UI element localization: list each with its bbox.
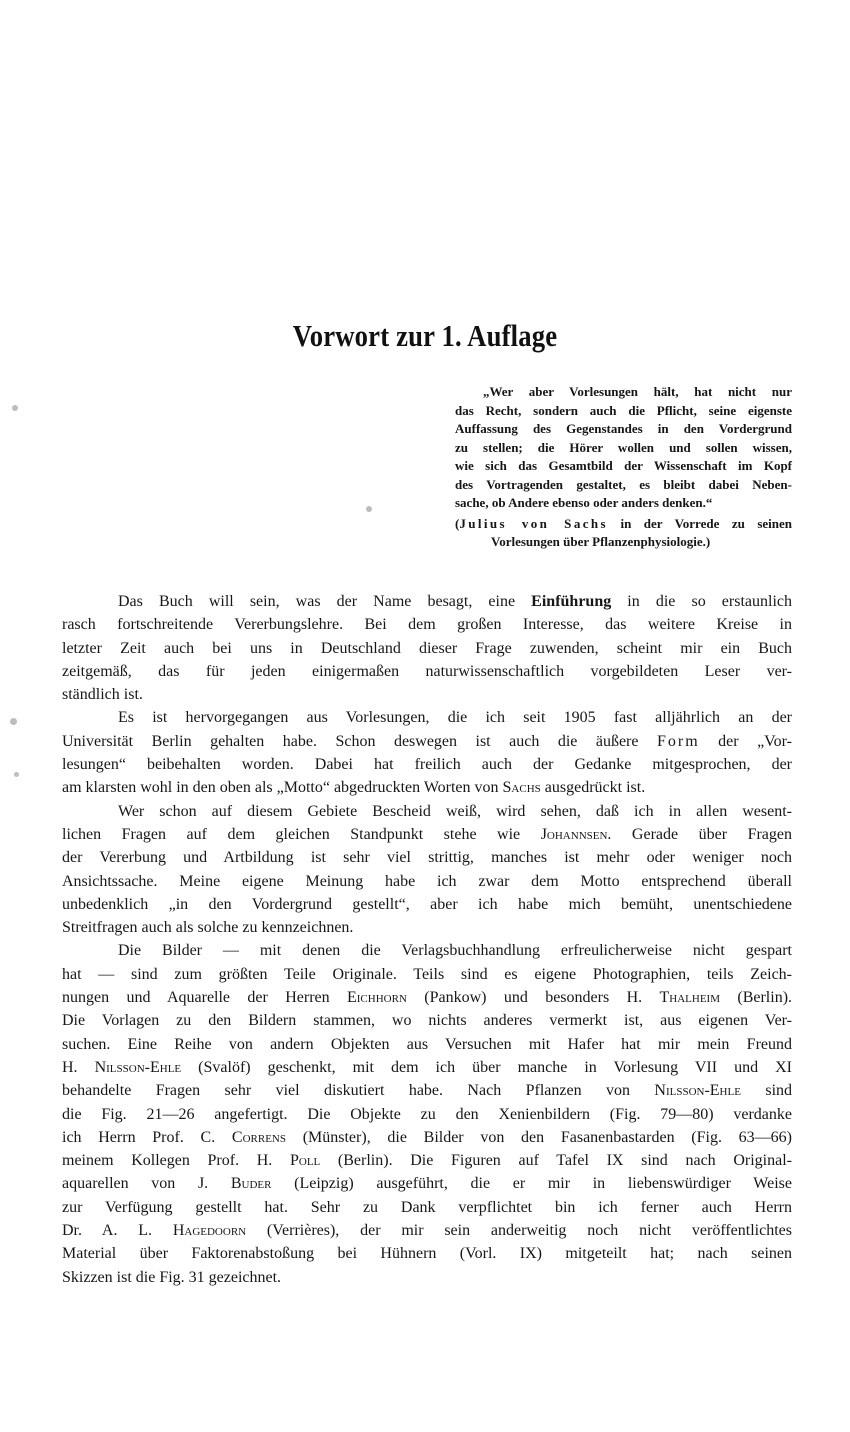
attribution-text: in der Vorrede zu seinen [607,515,792,531]
text-line: Streitfragen auch als solche zu kennzeichnen. [62,919,354,937]
scan-speck [14,772,19,777]
author-name: Poll [289,1152,321,1170]
text-line: Wer schon auf diesem Gebiete Bescheid weiß, wird sehen, daß ich in allen wesent- [118,802,792,820]
scan-speck [366,506,372,512]
author-name: Eichhorn [347,989,407,1007]
text-run: ich Herrn Prof. C. [62,1128,232,1146]
motto-line: des Vortragenden gestaltet, es bleibt dabei Neben- [455,476,792,492]
text-line [62,1172,792,1195]
text-line [62,1126,792,1149]
text-line [62,986,792,1009]
text-line [62,1079,792,1102]
author-name: Sachs [502,779,541,797]
text-run: Dr. A. L. [62,1222,173,1240]
author-name: Johannsen [540,825,608,843]
text-line [62,1149,792,1172]
text-line [62,730,792,753]
motto-line: zu stellen; die Hörer wollen und sollen wissen, [455,439,792,455]
motto-line: sache, ob Andere ebenso oder anders denken.“ [455,495,713,510]
text-run: (Verrières), der mir sein anderweitig noch nicht veröffentlichtes [246,1222,792,1240]
text-line: hat — sind zum größten Teile Originale. Teils sind es eigene Photographien, teils Zeich- [62,965,792,983]
motto-line: „Wer aber Vorlesungen hält, hat nicht nur [483,384,792,399]
author-name: Hagedoorn [172,1222,247,1240]
author-name: Nilsson-Ehle [94,1058,182,1076]
text-run: Das Buch will sein, was der Name besagt, eine [118,593,532,610]
motto-attribution [455,515,792,552]
motto-block [455,383,792,552]
text-run: aquarellen von J. [62,1175,231,1193]
motto-line: das Recht, sondern auch die Pflicht, seine eigenste [455,402,792,418]
text-run: . Gerade über Fragen [607,825,793,843]
author-name: Correns [231,1128,286,1146]
text-run: meinem Kollegen Prof. H. [62,1152,290,1170]
author-name: Thalheim [659,989,720,1007]
text-line: zur Verfügung gestellt hat. Sehr zu Dank verpflichtet bin ich ferner auch Herrn [62,1198,792,1216]
text-line [62,590,792,613]
page-title: Vorwort zur 1. Auflage [292,318,558,353]
text-line: Die Bilder — mit denen die Verlagsbuchhandlung erfreulicherweise nicht gespart [118,942,792,960]
text-run: der „Vor- [699,732,792,750]
text-line: suchen. Eine Reihe von andern Objekten aus Versuchen mit Hafer hat mir mein Freund [62,1035,792,1053]
text-line [62,823,792,846]
text-line: lesungen“ beibehalten worden. Dabei hat freilich auch der Gedanke mitgesprochen, der [62,756,792,774]
text-line: Ansichtssache. Meine eigene Meinung habe ich zwar dem Motto entsprechend überall [62,872,792,890]
text-run: (Münster), die Bilder von den Fasanenbastarden (Fig. 63—66) [286,1128,793,1146]
text-run: (Leipzig) ausgeführt, die er mir in liebenswürdiger Weise [271,1175,792,1193]
body-text [62,590,792,1289]
text-line: die Fig. 21—26 angefertigt. Die Objekte zu den Xenienbildern (Fig. 79—80) verdanke [62,1105,792,1123]
motto-line: Auffassung des Gegenstandes in den Vordergrund [455,421,792,436]
text-line: Es ist hervorgegangen aus Vorlesungen, die ich seit 1905 fast alljährlich an der [118,709,792,727]
text-run: in die so erstaunlich [611,593,792,610]
text-line: ständlich ist. [62,686,143,704]
text-line: letzter Zeit auch bei uns in Deutschland dieser Frage zuwenden, scheint mir ein Buch [62,639,792,657]
text-line: der Vererbung und Artbildung ist sehr viel strittig, manches ist mehr oder weniger noch [62,849,792,867]
text-run: lichen Fragen auf dem gleichen Standpunkt stehe wie [62,825,541,843]
text-run: behandelte Fragen sehr viel diskutiert habe. Nach Pflanzen von [62,1082,655,1100]
text-run: nungen und Aquarelle der Herren [62,989,347,1007]
attribution-name: Julius von Sachs [459,515,608,531]
attribution-line [455,515,792,534]
text-run: sind [740,1082,793,1100]
text-run: am klarsten wohl in den oben als „Motto“ abgedruckten Worten von [62,779,503,797]
text-run: (Pankow) und besonders H. [406,989,660,1007]
emphasis-term: Form [656,732,700,750]
motto-line: wie sich das Gesamtbild der Wissenschaft im Kopf [455,458,792,473]
text-run: (Berlin). Die Figuren auf Tafel IX sind nach Original- [320,1152,793,1170]
text-run: (Svalöf) geschenkt, mit dem ich über manche in Vorlesung VII und XI [181,1058,792,1076]
text-line [62,1219,792,1242]
text-line: rasch fortschreitende Vererbungslehre. Bei dem großen Interesse, das weitere Kreise in [62,616,792,634]
text-line: zeitgemäß, das für jeden einigermaßen naturwissenschaftlich vorgebildeten Leser ver- [62,662,792,680]
text-line [62,1056,792,1079]
text-line: Die Vorlagen zu den Bildern stammen, wo nichts anderes vermerkt ist, aus eigenen Ver- [62,1012,792,1030]
text-line: Material über Faktorenabstoßung bei Hühnern (Vorl. IX) mitgeteilt hat; nach seinen [62,1245,792,1263]
text-run: ausgedrückt ist. [540,779,646,797]
text-run: H. [62,1058,95,1076]
text-run: Universität Berlin gehalten habe. Schon deswegen ist auch die äußere [62,732,657,750]
author-name: Nilsson-Ehle [654,1082,741,1100]
text-line: unbedenklich „in den Vordergrund gestellt“, aber ich habe mich bemüht, unentschiedene [62,895,792,913]
author-name: Buder [230,1175,272,1193]
text-line [62,776,792,799]
text-run: (Berlin). [720,989,793,1007]
scan-speck [10,718,17,725]
attribution-paren: ( [455,515,460,531]
emphasis-term: Einführung [531,593,612,610]
text-line: Skizzen ist die Fig. 31 gezeichnet. [62,1268,282,1286]
attribution-line: Vorlesungen über Pflanzenphysiologie.) [491,534,711,549]
scan-speck [12,405,18,411]
